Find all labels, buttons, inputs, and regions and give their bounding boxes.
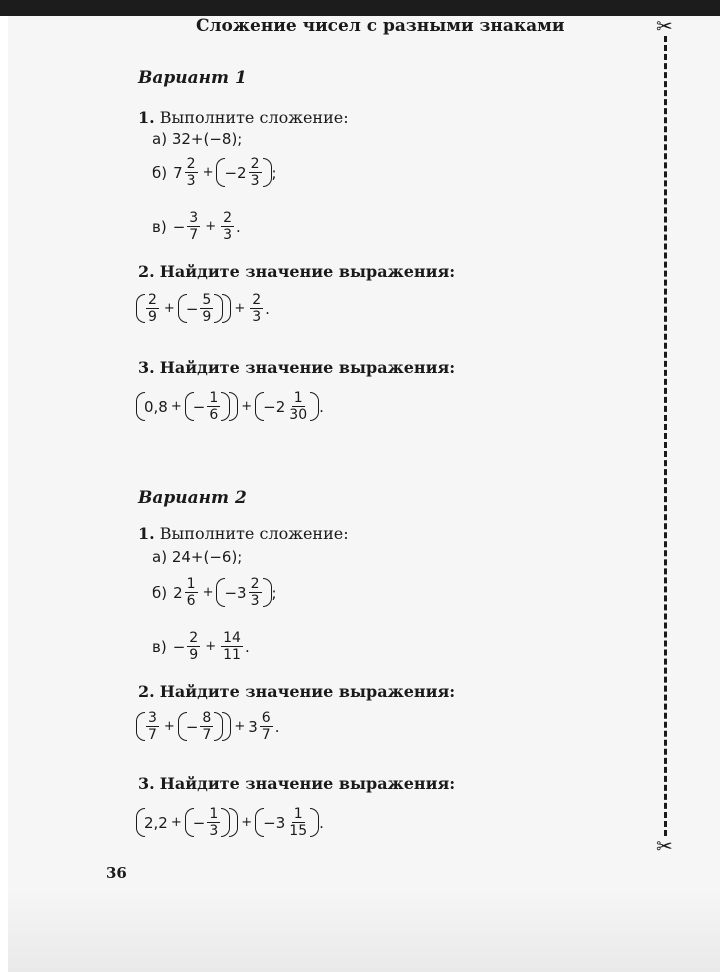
punctuation: .	[244, 637, 250, 656]
task-1b	[152, 576, 277, 609]
item-label: б)	[152, 583, 168, 602]
parentheses	[136, 390, 238, 423]
fraction: $\frac{6}{7}$	[261, 710, 271, 743]
plus-sign: +	[170, 815, 182, 830]
plus-sign: +	[234, 719, 246, 734]
whole-part: −2	[263, 397, 286, 416]
task-number: 2.	[138, 262, 155, 281]
fraction: $\frac{2}{3}$	[223, 210, 233, 243]
fraction: $\frac{1}{6}$	[186, 576, 196, 609]
task-number: 3.	[138, 358, 155, 377]
decimal: 0,8	[144, 397, 168, 416]
fraction: $\frac{2}{9}$	[148, 292, 157, 325]
whole-part: −3	[224, 583, 247, 602]
page-number: 36	[106, 864, 127, 882]
whole-part: −2	[224, 163, 247, 182]
whole-part: 7	[173, 163, 183, 182]
parentheses	[136, 292, 231, 325]
plus-sign: +	[241, 399, 253, 414]
task-1a	[152, 548, 242, 566]
fraction: $\frac{3}{7}$	[189, 210, 199, 243]
punctuation: .	[265, 299, 270, 318]
decimal: 2,2	[144, 813, 168, 832]
task-text: Найдите значение выражения:	[159, 774, 456, 793]
minus-sign: −	[185, 717, 199, 736]
fraction: $\frac{2}{3}$	[250, 576, 260, 609]
parentheses	[136, 710, 231, 743]
parentheses	[136, 806, 238, 839]
plus-sign: +	[202, 165, 214, 180]
task-1c	[152, 210, 241, 243]
punctuation: ;	[271, 163, 277, 182]
item-label: в)	[152, 217, 167, 236]
whole-part: 3	[248, 717, 258, 736]
scissors-icon: ✂	[656, 14, 673, 38]
parentheses	[185, 806, 231, 839]
task-2-heading	[138, 262, 455, 281]
parentheses	[255, 806, 319, 839]
fraction: $\frac{5}{9}$	[202, 292, 212, 325]
parentheses	[178, 710, 224, 743]
task-2-heading	[138, 682, 455, 701]
fraction: $\frac{3}{7}$	[148, 710, 157, 743]
task-text: Найдите значение выражения:	[159, 262, 456, 281]
fraction: $\frac{2}{3}$	[252, 292, 262, 325]
item-expression: 32+(−8);	[171, 130, 243, 148]
task-1b	[152, 156, 277, 189]
fraction: $\frac{2}{3}$	[186, 156, 196, 189]
plus-sign: +	[170, 399, 182, 414]
fraction: $\frac{1}{6}$	[209, 390, 219, 423]
plus-sign: +	[163, 719, 175, 734]
plus-sign: +	[205, 639, 217, 654]
cut-line	[664, 36, 667, 836]
page	[8, 16, 720, 972]
top-bar	[0, 0, 720, 16]
minus-sign: −	[172, 637, 186, 656]
task-text: Выполните сложение:	[159, 524, 349, 543]
minus-sign: −	[192, 813, 206, 832]
parentheses	[178, 292, 224, 325]
task-number: 3.	[138, 774, 155, 793]
task-1c	[152, 630, 250, 663]
parentheses	[185, 390, 231, 423]
page-title: Сложение чисел с разными знаками	[196, 16, 565, 36]
plus-sign: +	[234, 301, 246, 316]
parentheses	[216, 576, 271, 609]
minus-sign: −	[172, 217, 186, 236]
punctuation: .	[236, 217, 241, 236]
punctuation: ;	[271, 583, 277, 602]
task-3-heading	[138, 774, 455, 793]
plus-sign: +	[205, 219, 217, 234]
fraction: $\frac{1}{30}$	[289, 390, 308, 423]
whole-part: 2	[173, 583, 183, 602]
variant-1-heading: Вариант 1	[138, 68, 247, 88]
task-2-expression	[136, 292, 270, 325]
parentheses	[255, 390, 319, 423]
task-number: 1.	[138, 108, 155, 127]
task-1-heading	[138, 108, 349, 127]
task-1-heading	[138, 524, 349, 543]
item-label: а)	[152, 130, 168, 148]
task-text: Найдите значение выражения:	[159, 682, 456, 701]
fraction: $\frac{1}{15}$	[289, 806, 308, 839]
scissors-icon: ✂	[656, 834, 673, 858]
item-label: в)	[152, 637, 167, 656]
whole-part: −3	[263, 813, 286, 832]
plus-sign: +	[202, 585, 214, 600]
parentheses	[216, 156, 271, 189]
item-expression: 24+(−6);	[171, 548, 243, 566]
task-number: 2.	[138, 682, 155, 701]
task-number: 1.	[138, 524, 155, 543]
punctuation: .	[319, 813, 324, 832]
fraction: $\frac{8}{7}$	[202, 710, 212, 743]
minus-sign: −	[185, 299, 199, 318]
page-bottom-shade	[8, 890, 720, 972]
minus-sign: −	[192, 397, 206, 416]
left-edge	[0, 16, 8, 972]
task-1a	[152, 130, 242, 148]
task-3-heading	[138, 358, 455, 377]
punctuation: .	[319, 397, 324, 416]
punctuation: .	[274, 717, 280, 736]
variant-2-heading: Вариант 2	[138, 488, 247, 508]
fraction: $\frac{14}{11}$	[223, 630, 241, 663]
task-2-expression	[136, 710, 279, 743]
fraction: $\frac{1}{3}$	[209, 806, 219, 839]
task-3-expression	[136, 806, 324, 839]
plus-sign: +	[241, 815, 253, 830]
item-label: а)	[152, 548, 168, 566]
fraction: $\frac{2}{3}$	[250, 156, 260, 189]
task-3-expression	[136, 390, 324, 423]
task-text: Выполните сложение:	[159, 108, 349, 127]
plus-sign: +	[163, 301, 175, 316]
task-text: Найдите значение выражения:	[159, 358, 456, 377]
item-label: б)	[152, 163, 168, 182]
fraction: $\frac{2}{9}$	[189, 630, 199, 663]
